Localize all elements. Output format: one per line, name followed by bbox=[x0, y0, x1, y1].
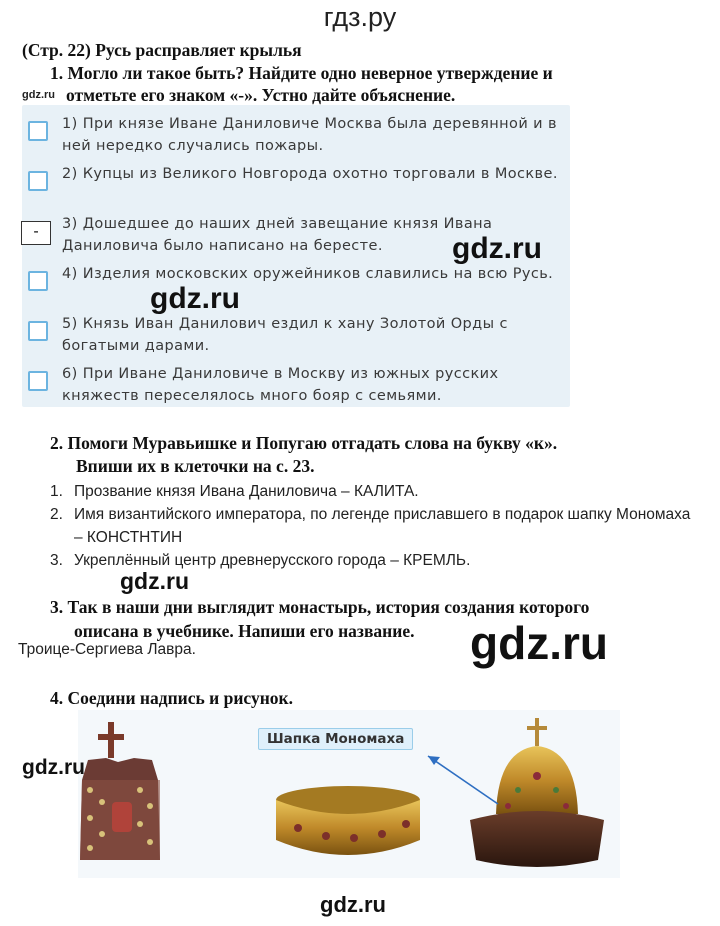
task2-line2: Впиши их в клеточки на с. 23. bbox=[76, 456, 315, 476]
watermark: gdz.ru bbox=[22, 89, 55, 101]
answer-number: 2. bbox=[50, 506, 63, 523]
page-heading: (Стр. 22) Русь расправляет крылья bbox=[22, 40, 302, 60]
statement-text: 5) Князь Иван Данилович ездил к хану Золотой Орды с богатыми дарами. bbox=[62, 316, 508, 354]
statement-2 bbox=[22, 159, 570, 209]
answer-number: 3. bbox=[50, 552, 63, 569]
task3-line2: описана в учебнике. Напиши его название. bbox=[74, 621, 415, 641]
watermark: gdz.ru bbox=[320, 892, 386, 917]
crown-left bbox=[80, 722, 160, 860]
statement-text: 1) При князе Иване Даниловиче Москва была деревянной и в ней нередко случались пожары. bbox=[62, 116, 557, 154]
statement-5 bbox=[22, 309, 570, 359]
watermark: gdz.ru bbox=[120, 568, 189, 594]
statement-checkbox[interactable] bbox=[28, 271, 48, 291]
statement-4 bbox=[22, 259, 570, 309]
answer-number: 1. bbox=[50, 483, 63, 500]
task1-line1: 1. Могло ли такое быть? Найдите одно неверное утверждение и bbox=[50, 63, 553, 83]
watermark: gdz.ru bbox=[22, 756, 85, 779]
crown-label-monomakh[interactable]: Шапка Мономаха bbox=[258, 728, 413, 750]
task3-question bbox=[50, 595, 710, 643]
statement-text: 6) При Иване Даниловиче в Москву из южных русских княжеств переселялось много бояр с семьями. bbox=[62, 366, 499, 404]
task2-line1: 2. Помоги Муравьишке и Попугаю отгадать слова на букву «к». bbox=[50, 433, 558, 453]
statement-checkbox[interactable] bbox=[28, 171, 48, 191]
task4-question: 4. Соедини надпись и рисунок. bbox=[50, 688, 294, 708]
task2-answers bbox=[50, 480, 700, 572]
statement-checkbox[interactable] bbox=[28, 321, 48, 341]
answer-text: Имя византийского императора, по легенде приславшего в подарок шапку Мономаха – КОНСТНТИН bbox=[74, 506, 691, 546]
statement-checkbox[interactable] bbox=[28, 371, 48, 391]
answer-row bbox=[50, 503, 700, 549]
statement-text: 4) Изделия московских оружейников славились на всю Русь. bbox=[62, 266, 554, 282]
task2-question bbox=[50, 432, 700, 478]
answer-mark-box[interactable]: - bbox=[21, 221, 51, 245]
site-title: гдз.ру bbox=[323, 2, 397, 32]
watermark: gdz.ru bbox=[470, 617, 608, 669]
task3-line1: 3. Так в наши дни выглядит монастырь, история создания которого bbox=[50, 597, 590, 617]
answer-text: Прозвание князя Ивана Даниловича – КАЛИТА. bbox=[74, 483, 419, 500]
task1-question bbox=[50, 62, 700, 106]
statement-text: 2) Купцы из Великого Новгорода охотно торговали в Москве. bbox=[62, 166, 558, 182]
statement-1 bbox=[22, 109, 570, 159]
statement-6 bbox=[22, 359, 570, 409]
statement-checkbox[interactable] bbox=[28, 121, 48, 141]
task1-line2: отметьте его знаком «-». Устно дайте объяснение. bbox=[66, 85, 456, 105]
task3-answer: Троице-Сергиева Лавра. bbox=[18, 641, 196, 658]
crown-right bbox=[470, 718, 604, 867]
answer-text: Укреплённый центр древнерусского города – КРЕМЛЬ. bbox=[74, 552, 471, 569]
crowns-illustration bbox=[78, 710, 620, 878]
answer-row bbox=[50, 480, 700, 503]
watermark: gdz.ru bbox=[452, 232, 542, 265]
crown-middle bbox=[276, 786, 420, 855]
statement-text: 3) Дошедшее до наших дней завещание князя Ивана Даниловича было написано на бересте. bbox=[62, 216, 493, 254]
watermark: gdz.ru bbox=[150, 282, 240, 315]
